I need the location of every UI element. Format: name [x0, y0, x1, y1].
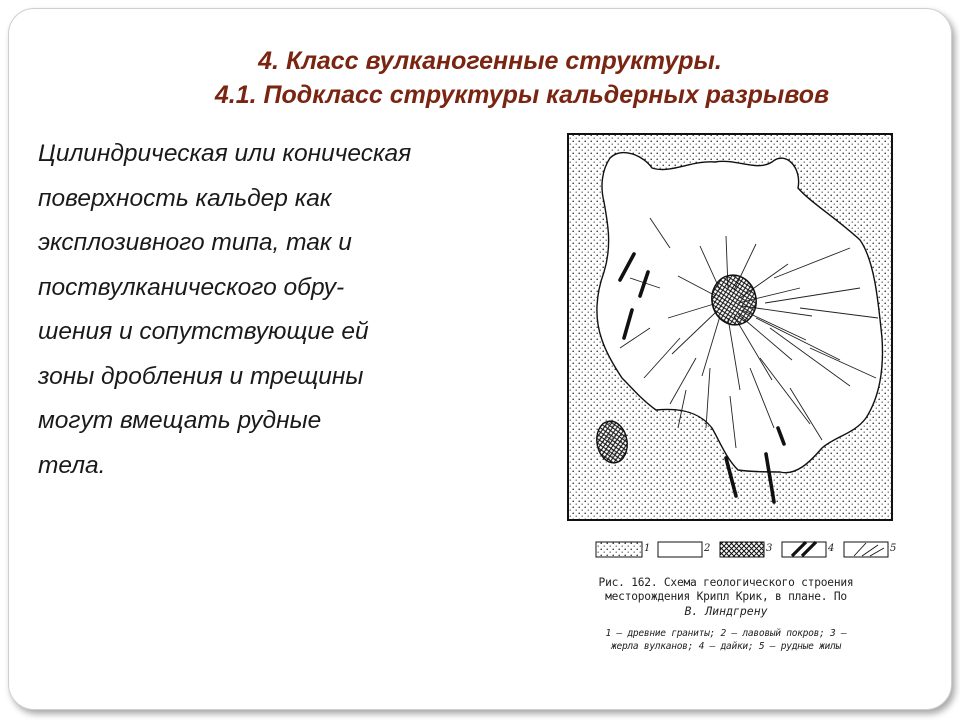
title-line-1: 4. Класс вулканогенные структуры.: [258, 47, 722, 75]
legend-number: 1: [644, 543, 651, 554]
figure-caption: [552, 576, 900, 653]
legend-number: 3: [766, 543, 773, 554]
legend-item-vent: [720, 542, 772, 557]
body-line: зоны дробления и трещины: [38, 362, 364, 390]
title-line-2: 4.1. Подкласс структуры кальдерных разрывов: [214, 81, 830, 109]
legend-number: 2: [704, 543, 711, 554]
body-line: шения и сопутствующие ей: [38, 318, 369, 345]
body-line: эксплозивного типа, так и: [38, 229, 352, 256]
legend-item-granite: [596, 542, 650, 557]
legend-number: 5: [890, 543, 897, 554]
body-line: поствулканического обру-: [38, 273, 345, 301]
caption-author: В. Линдгрену: [684, 604, 768, 618]
legend-item-dike: [782, 542, 834, 557]
body-line: Цилиндрическая или коническая: [38, 140, 412, 167]
caption-line-2: месторождения Крипл Крик, в плане. По: [605, 590, 847, 603]
body-line: могут вмещать рудные: [38, 407, 322, 434]
legend-description-2: жерла вулканов; 4 — дайки; 5 — рудные жилы: [611, 641, 841, 652]
legend-number: 4: [828, 543, 835, 554]
slide-title: [60, 44, 920, 112]
body-line: тела.: [38, 451, 106, 479]
geologic-map-figure: [560, 128, 902, 528]
legend-item-lava: [658, 542, 710, 557]
caption-line-1: Рис. 162. Схема геологического строения: [598, 576, 854, 589]
map-legend: [594, 536, 904, 564]
legend-description-1: 1 — древние граниты; 2 — лавовый покров; 3 —: [605, 628, 847, 639]
body-paragraph: [38, 132, 538, 488]
legend-item-ore-vein: [844, 542, 896, 557]
body-line: поверхность кальдер как: [38, 184, 332, 212]
